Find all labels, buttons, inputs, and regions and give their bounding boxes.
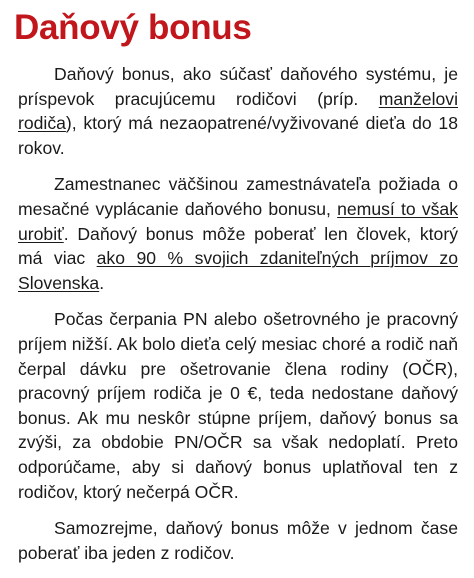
paragraph-3: Počas čerpania PN alebo ošetrovného je pracovný príjem nižší. Ak bolo dieťa celý mesiac choré a rodič naň čerpal dávku pre ošetrovanie člena rodiny (OČR), pracovný príjem rodiča je 0 €, teda nedostane daňový bonus. Ak mu neskôr stúpne príjem, daňový bonus sa zvýši, za obdobie PN/OČR sa však nedoplatí. Preto odporúčame, aby si daňový bonus uplatňoval ten z rodičov, ktorý nečerpá OČR.	[18, 309, 458, 502]
article	[14, 6, 458, 577]
paragraph-2-text-a: Zamestnanec väčšinou zamestnávateľa požiada o mesačné vyplácanie daňového bonusu,	[18, 174, 458, 219]
link-spouse-of-parent[interactable]: manželovi rodiča	[18, 88, 458, 134]
paragraph-4: Samozrejme, daňový bonus môže v jednom čase poberať iba jeden z rodičov.	[18, 518, 458, 563]
paragraph-2	[18, 172, 458, 295]
paragraph-1-text-a: Daňový bonus, ako súčasť daňového systému, je príspevok pracujúcemu rodičovi (príp.	[18, 64, 458, 109]
link-income-from-slovakia[interactable]: ako 90 % svojich zdaniteľných príjmov zo Slovenska	[18, 248, 458, 293]
paragraph-2-text-b: . Daňový bonus môže poberať len človek, ktorý má viac	[18, 223, 458, 269]
paragraph-2-text-c: .	[99, 272, 105, 293]
paragraph-1	[18, 62, 458, 160]
paragraph-1-text-b: ), ktorý má nezaopatrené/vyživované dieťa do 18 rokov.	[18, 113, 458, 158]
link-not-required[interactable]: nemusí to však urobiť	[18, 198, 458, 244]
article-title: Daňový bonus	[14, 8, 252, 47]
